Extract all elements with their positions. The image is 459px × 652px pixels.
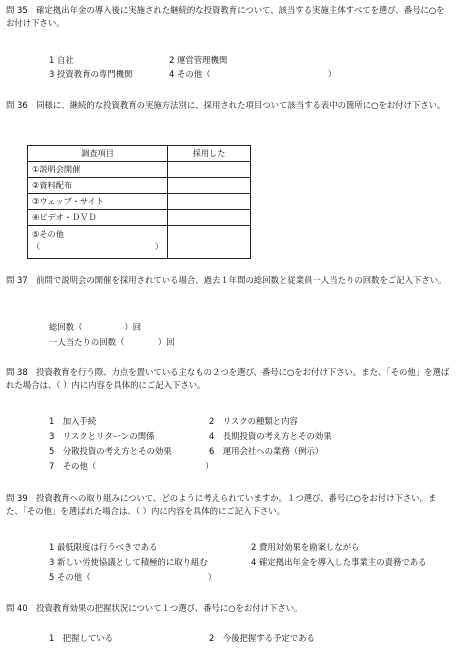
q39-option-5[interactable]: 5 その他（ ） (49, 572, 217, 582)
question-40-text: 問 40 投資教育効果の把握状況について１つ選び、番号に○をお付け下さい。 (6, 603, 303, 613)
question-35-text: 問 35 確定拠出年金の導入後に実施された継続的な投資教育について、該当する実施主体すべてを選び、番号に○をお付け下さい。 (6, 5, 445, 28)
q40-option-2[interactable]: 2 今後把握する予定である (209, 633, 315, 643)
table-row (28, 194, 251, 210)
table-row (28, 162, 251, 178)
table-row-label: ①説明会開催 (28, 162, 168, 178)
q35-option-2[interactable]: 2 運営管理機関 (169, 55, 228, 65)
q38-option-1[interactable]: 1 加入手続 (49, 416, 97, 426)
question-37-text: 問 37 前問で説明会の開催を採用されている場合、過去１年間の総回数と従業員一人当たりの回数をご記入下さい。 (6, 275, 447, 285)
table-row-label-other: ⑤その他 （ ） (28, 226, 168, 259)
q35-option-1[interactable]: 1 自社 (49, 55, 74, 65)
question-38-text: 問 38 投資教育を行う際、力点を置いている主なもの２つを選び、番号に○をお付け下さい。また、「その他」を選ばれた場合は、（ ）内に内容を具体的にご記入下さい。 (6, 367, 450, 390)
q38-option-6[interactable]: 6 運用会社への業務（例示） (209, 446, 324, 456)
q38-option-5[interactable]: 5 分散投資の考え方とその効果 (49, 446, 172, 456)
adopted-cell[interactable] (168, 210, 251, 226)
q39-option-2[interactable]: 2 費用対効果を勘案しながら (251, 542, 360, 552)
adopted-cell[interactable] (168, 178, 251, 194)
other-blank[interactable]: （ ） (32, 241, 164, 251)
q35-option-3[interactable]: 3 投資教育の専門機関 (49, 69, 133, 79)
table-row-label: ③ウェッブ・サイト (28, 194, 168, 210)
table-row (28, 226, 251, 259)
table-row (28, 178, 251, 194)
adopted-cell[interactable] (168, 226, 251, 259)
table-header-row (28, 146, 251, 162)
q37-per-person-field[interactable]: 一人当たりの回数（ ）回 (49, 337, 175, 347)
table-header-item: 調査項目 (28, 146, 168, 162)
table-row-label: ④ビデオ・ＤＶＤ (28, 210, 168, 226)
q38-option-2[interactable]: 2 リスクの種類と内容 (209, 416, 298, 426)
table-row-label: ②資料配布 (28, 178, 168, 194)
q35-option-4[interactable]: 4 その他（ ） (169, 69, 337, 79)
q39-option-4[interactable]: 4 確定拠出年金を導入した事業主の責務である (251, 557, 427, 567)
q39-option-3[interactable]: 3 新しい労使協議として積極的に取り組む (49, 557, 208, 567)
q38-option-4[interactable]: 4 長期投資の考え方とその効果 (209, 431, 332, 441)
table-row (28, 210, 251, 226)
q38-option-7[interactable]: 7 その他（ ） (49, 461, 214, 471)
adopted-cell[interactable] (168, 162, 251, 178)
q39-option-1[interactable]: 1 最低限度は行うべきである (49, 542, 158, 552)
q37-total-count-field[interactable]: 総回数（ ）回 (49, 322, 142, 332)
adopted-cell[interactable] (168, 194, 251, 210)
question-39-text: 問 39 投資教育への取り組みについて、どのように考えられていますか。１つ選び、番号に○をお付け下さい。また、「その他」を選ばれた場合は、（ ）内に内容を具体的にご記入下さい。 (6, 493, 437, 516)
q38-option-3[interactable]: 3 リスクとリターンの関係 (49, 431, 155, 441)
table-header-adopted: 採用した (168, 146, 251, 162)
q36-method-table (27, 145, 251, 259)
question-36-text: 問 36 同様に、継続的な投資教育の実施方法別に、採用された項目ついて該当する表中の箇所に○をお付け下さい。 (6, 100, 446, 110)
q40-option-1[interactable]: 1 把握している (49, 633, 113, 643)
